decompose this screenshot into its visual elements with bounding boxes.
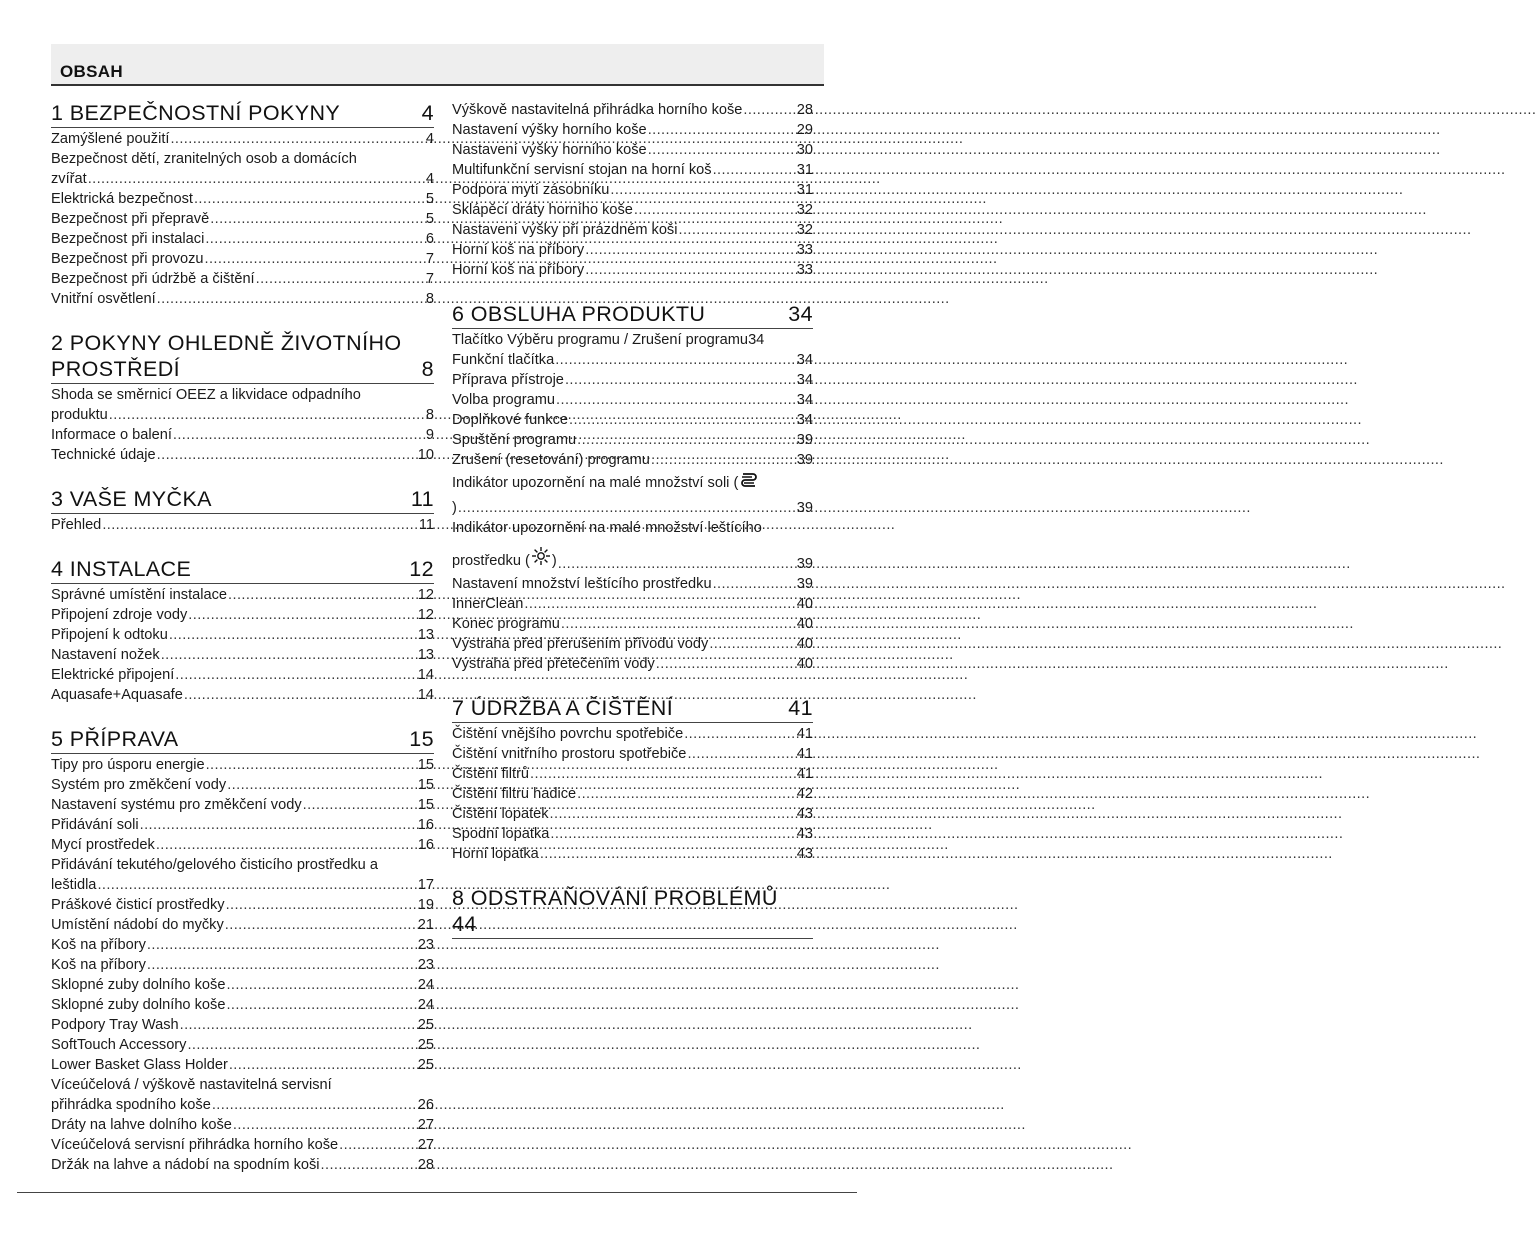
toc-entry[interactable]: Tipy pro úsporu energie ..... 15 [51,755,434,775]
toc-right-column [452,100,813,960]
toc-entry-line1[interactable]: Přidávání tekutého/gelového čisticího prostředku a [51,857,378,873]
toc-entry[interactable]: Elektrické připojení ..... 14 [51,665,434,685]
rinse-aid-indicator-icon [531,546,551,574]
toc-entry[interactable]: Koš na příbory ..... 23 [51,935,434,955]
toc-entry[interactable]: Nastavení množství leštícího prostředku ..... 39 [452,574,813,594]
salt-indicator-icon [739,470,759,498]
toc-entry[interactable]: Koš na příbory ..... 23 [51,955,434,975]
toc-entry[interactable]: Práškové čisticí prostředky ..... 19 [51,895,434,915]
toc-entry[interactable]: Podpora mytí zásobníku ..... 31 [452,180,813,200]
toc-entry[interactable]: Bezpečnost při provozu ..... 7 [51,249,434,269]
toc-entry[interactable]: Systém pro změkčení vody ..... 15 [51,775,434,795]
toc-entry[interactable]: Horní lopatka ..... 43 [452,844,813,864]
toc-entry[interactable]: Aquasafe+Aquasafe ..... 14 [51,685,434,705]
section-heading[interactable]: 4 INSTALACE 12 [51,556,434,584]
toc-entry[interactable]: Držák na lahve a nádobí na spodním koši ..... 28 [51,1155,434,1175]
toc-header-title: OBSAH [60,62,123,81]
toc-entry[interactable]: Multifunkční servisní stojan na horní koš ..... 31 [452,160,813,180]
toc-entry[interactable]: ) ..... 39 [452,498,813,518]
toc-entry[interactable]: Dráty na lahve dolního koše ..... 27 [51,1115,434,1135]
toc-entry[interactable]: Spodní lopatka ..... 43 [452,824,813,844]
toc-entry[interactable]: prostředku ( ) ..... 39 [452,546,813,574]
toc-entry[interactable]: Připojení k odtoku ..... 13 [51,625,434,645]
toc-entry[interactable]: Doplňkové funkce ..... 34 [452,410,813,430]
toc-entry[interactable]: leštidla ..... 17 [51,875,434,895]
section-heading[interactable]: 7 ÚDRŽBA A ČIŠTĚNÍ 41 [452,695,813,723]
toc-entry[interactable]: Tlačítko Výběru programu / Zrušení programu 34 [452,332,765,348]
toc-entry[interactable]: Volba programu ..... 34 [452,390,813,410]
toc-entry[interactable]: Zrušení (resetování) programu ..... 39 [452,450,813,470]
toc-section-3 [51,486,434,535]
toc-entry[interactable]: Informace o balení ..... 9 [51,425,434,445]
toc-entry-line1[interactable]: Shoda se směrnicí OEEZ a likvidace odpadního [51,387,361,403]
toc-entry[interactable]: produktu ..... 8 [51,405,434,425]
toc-entry[interactable]: Spuštění programu ..... 39 [452,430,813,450]
toc-entry-line1[interactable]: Indikátor upozornění na malé množství leštícího [452,520,762,536]
toc-entry[interactable]: Výstraha před přetečením vody ..... 40 [452,654,813,674]
toc-entry[interactable]: Čištění vnitřního prostoru spotřebiče ..... 41 [452,744,813,764]
toc-entry[interactable]: Sklopné zuby dolního koše ..... 24 [51,995,434,1015]
toc-entry-line1[interactable]: Indikátor upozornění na malé množství soli ( [452,470,813,498]
toc-entry[interactable]: Nastavení výšky horního koše ..... 29 [452,120,813,140]
toc-entry[interactable]: Přidávání soli ..... 16 [51,815,434,835]
toc-entry[interactable]: Výstraha před přerušením přívodu vody ..... 40 [452,634,813,654]
toc-entry[interactable]: Přehled ..... 11 [51,515,434,535]
toc-entry[interactable]: Technické údaje ..... 10 [51,445,434,465]
toc-entry[interactable]: SoftTouch Accessory ..... 25 [51,1035,434,1055]
section-heading[interactable]: 6 OBSLUHA PRODUKTU 34 [452,301,813,329]
toc-entry[interactable]: Čištění filtru hadice ..... 42 [452,784,813,804]
toc-section-5 [51,726,434,1175]
toc-entry[interactable]: Čištění lopatek ..... 43 [452,804,813,824]
toc-entry[interactable]: Bezpečnost při údržbě a čištění ..... 7 [51,269,434,289]
toc-entry[interactable]: Sklopné zuby dolního koše ..... 24 [51,975,434,995]
toc-entry[interactable]: Umístění nádobí do myčky ..... 21 [51,915,434,935]
toc-entry[interactable]: Nastavení výšky horního koše ..... 30 [452,140,813,160]
section-heading[interactable]: 5 PŘÍPRAVA 15 [51,726,434,754]
toc-entry[interactable]: Vnitřní osvětlení ..... 8 [51,289,434,309]
toc-section-7 [452,695,813,864]
toc-entry[interactable]: Bezpečnost při instalaci ..... 6 [51,229,434,249]
toc-entry[interactable]: Bezpečnost při přepravě ..... 5 [51,209,434,229]
toc-section-8 [452,885,813,939]
footer-divider [17,1192,857,1193]
section-heading[interactable]: 8 ODSTRAŇOVÁNÍ PROBLÉMŮ 44 [452,885,813,939]
toc-entry[interactable]: Elektrická bezpečnost ..... 5 [51,189,434,209]
section-heading[interactable]: 3 VAŠE MYČKA 11 [51,486,434,514]
toc-entry-line1[interactable]: Bezpečnost dětí, zranitelných osob a domácích [51,151,357,167]
section-heading[interactable]: 1 BEZPEČNOSTNÍ POKYNY 4 [51,100,434,128]
toc-entry[interactable]: Konec programu ..... 40 [452,614,813,634]
toc-entry[interactable]: Mycí prostředek ..... 16 [51,835,434,855]
toc-section-5-continued [452,100,813,280]
toc-entry[interactable]: Nastavení výšky při prázdném koši ..... 32 [452,220,813,240]
toc-entry[interactable]: Správné umístění instalace ..... 12 [51,585,434,605]
toc-entry[interactable]: Příprava přístroje ..... 34 [452,370,813,390]
toc-left-column [51,100,434,1196]
toc-entry[interactable]: přihrádka spodního koše ..... 26 [51,1095,434,1115]
toc-entry[interactable]: Horní koš na příbory ..... 33 [452,260,813,280]
toc-entry[interactable]: Zamýšlené použití ..... 4 [51,129,434,149]
toc-entry[interactable]: Funkční tlačítka ..... 34 [452,350,813,370]
toc-section-1 [51,100,434,309]
toc-entry[interactable]: Připojení zdroje vody ..... 12 [51,605,434,625]
toc-entry[interactable]: Podpory Tray Wash ..... 25 [51,1015,434,1035]
toc-entry[interactable]: Nastavení nožek ..... 13 [51,645,434,665]
toc-entry[interactable]: zvířat ..... 4 [51,169,434,189]
toc-entry[interactable]: Výškově nastavitelná přihrádka horního koše ..... 28 [452,100,813,120]
toc-entry[interactable]: Sklápěcí dráty horního koše ..... 32 [452,200,813,220]
toc-entry-line1[interactable]: Víceúčelová / výškově nastavitelná servisní [51,1077,332,1093]
toc-section-4 [51,556,434,705]
toc-entry[interactable]: Nastavení systému pro změkčení vody ..... 15 [51,795,434,815]
toc-entry[interactable]: Lower Basket Glass Holder ..... 25 [51,1055,434,1075]
toc-entry[interactable]: InnerClean ..... 40 [452,594,813,614]
toc-section-2 [51,330,434,465]
toc-entry[interactable]: Víceúčelová servisní přihrádka horního koše ..... 27 [51,1135,434,1155]
toc-section-6 [452,301,813,674]
toc-header-bar [51,44,824,86]
toc-entry[interactable]: Čištění vnějšího povrchu spotřebiče ..... 41 [452,724,813,744]
toc-entry[interactable]: Čištění filtrů ..... 41 [452,764,813,784]
section-heading[interactable]: 2 POKYNY OHLEDNĚ ŽIVOTNÍHO PROSTŘEDÍ 8 [51,330,434,384]
toc-entry[interactable]: Horní koš na příbory ..... 33 [452,240,813,260]
